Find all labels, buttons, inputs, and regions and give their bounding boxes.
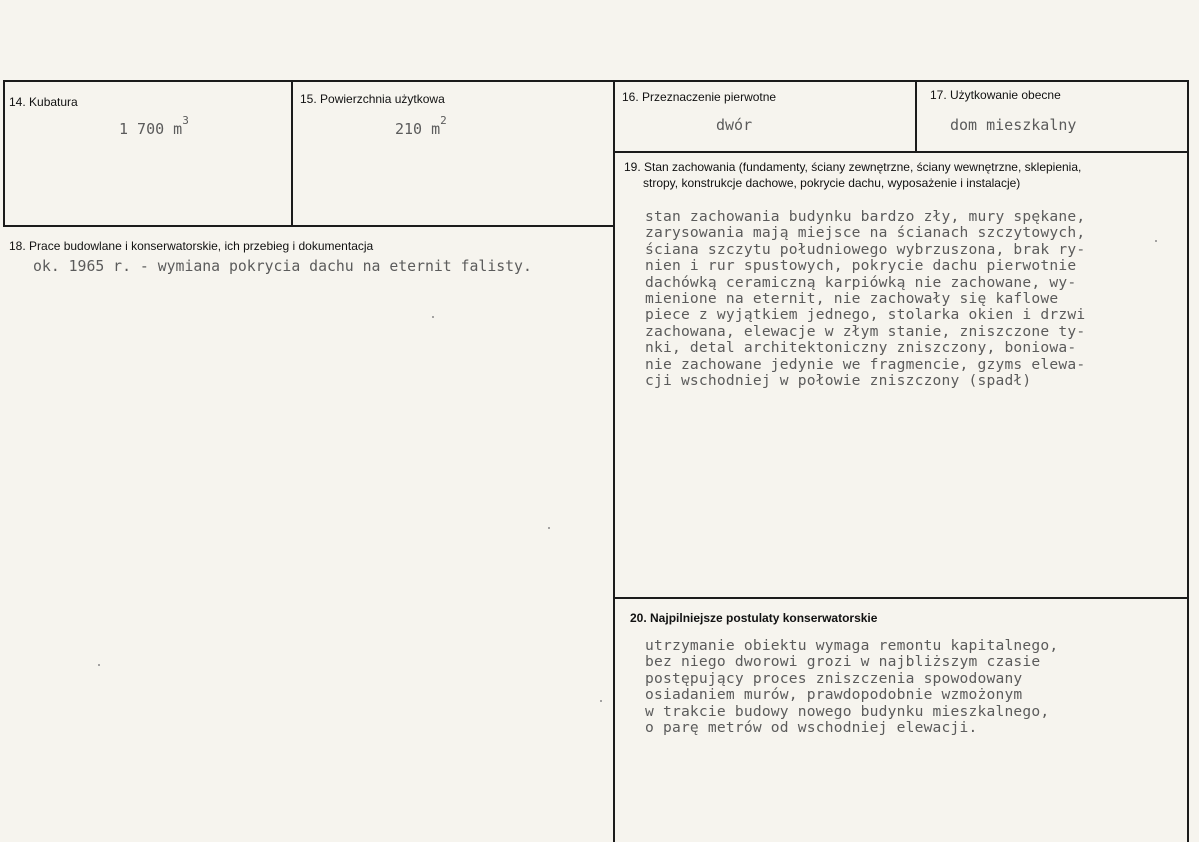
field-17-value: dom mieszkalny xyxy=(950,116,1077,134)
postulaty-line: postępujący proces zniszczenia spowodowany xyxy=(645,669,1023,687)
field-17-label: 17. Użytkowanie obecne xyxy=(930,88,1061,102)
right-edge xyxy=(1187,82,1189,842)
field-18-label: 18. Prace budowlane i konserwatorskie, ich przebieg i dokumentacja xyxy=(9,239,374,253)
divider-14-15 xyxy=(291,82,293,226)
divider-16-17 xyxy=(915,82,917,152)
paper-speck xyxy=(1155,240,1157,242)
stan-line: nie zachowane jedynie we fragmencie, gzyms elewa- xyxy=(645,355,1086,373)
paper-speck xyxy=(432,316,434,318)
stan-line: zachowana, elewacje w złym stanie, zniszczone ty- xyxy=(645,322,1086,340)
postulaty-line: utrzymanie obiektu wymaga remontu kapitalnego, xyxy=(645,637,1059,654)
kubatura-number: 1 700 m xyxy=(119,120,183,138)
stan-line: piece z wyjątkiem jednego, stolarka okien i drzwi xyxy=(645,306,1086,324)
stan-line: ściana szczytu południowego wybrzuszona, brak ry- xyxy=(645,240,1086,258)
rule-above-20 xyxy=(613,597,1189,599)
field-20-label: 20. Najpilniejsze postulaty konserwatorskie xyxy=(630,611,878,625)
stan-line: cji wschodniej w połowie zniszczony (spadł) xyxy=(645,371,1032,389)
left-edge xyxy=(3,82,5,227)
field-14-label: 14. Kubatura xyxy=(9,95,78,109)
field-20-text xyxy=(645,638,1058,736)
powierzchnia-number: 210 m xyxy=(395,120,441,138)
divider-left-right xyxy=(613,82,615,842)
rule-under-16-17 xyxy=(613,151,1189,153)
paper-speck xyxy=(98,664,100,666)
field-18-value: ok. 1965 r. - wymiana pokrycia dachu na eternit falisty. xyxy=(33,258,532,275)
rule-under-14-15 xyxy=(3,225,615,227)
field-16-label: 16. Przeznaczenie pierwotne xyxy=(622,90,777,104)
stan-line: dachówką ceramiczną karpiówką nie zachowane, wy- xyxy=(645,273,1077,291)
field-19-label-line2: stropy, konstrukcje dachowe, pokrycie dachu, wyposażenie i instalacje) xyxy=(643,176,1021,190)
top-rule xyxy=(3,80,1189,82)
postulaty-line: osiadaniem murów, prawdopodobnie wzmożonym xyxy=(645,686,1023,704)
kubatura-exponent: 3 xyxy=(182,114,189,127)
stan-line: nki, detal architektoniczny zniszczony, boniowa- xyxy=(645,339,1077,357)
paper-speck xyxy=(600,700,602,702)
postulaty-line: bez niego dworowi grozi w najbliższym czasie xyxy=(645,653,1041,671)
field-15-value xyxy=(395,114,447,138)
field-16-value: dwór xyxy=(716,116,753,134)
stan-line: nien i rur spustowych, pokrycie dachu pierwotnie xyxy=(645,257,1077,275)
postulaty-line: w trakcie budowy nowego budynku mieszkalnego, xyxy=(645,702,1050,720)
postulaty-line: o parę metrów od wschodniej elewacji. xyxy=(645,718,978,736)
stan-line: zarysowania mają miejsce na ścianach szczytowych, xyxy=(645,224,1086,242)
field-19-label-line1: 19. Stan zachowania (fundamenty, ściany zewnętrzne, ściany wewnętrzne, sklepienia, xyxy=(624,160,1082,174)
field-14-value xyxy=(119,114,189,138)
paper-speck xyxy=(548,527,550,529)
stan-line: mienione na eternit, nie zachowały się kaflowe xyxy=(645,289,1059,307)
field-15-label: 15. Powierzchnia użytkowa xyxy=(300,92,445,106)
field-19-text xyxy=(645,209,1085,389)
stan-line: stan zachowania budynku bardzo zły, mury spękane, xyxy=(645,208,1086,225)
powierzchnia-exponent: 2 xyxy=(440,114,447,127)
